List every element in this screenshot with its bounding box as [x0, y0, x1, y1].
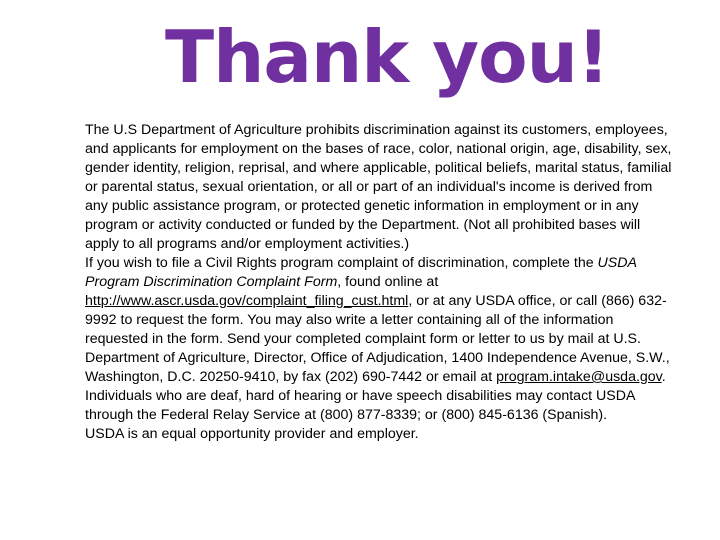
complaint-found-online-text: , found online at	[337, 274, 439, 290]
paragraph-prohibited-bases: The U.S Department of Agriculture prohibits discrimination against its customers, employees, and applicants for employment on the bases of race, color, national origin, age, disability, sex, gender identity, religion, reprisal, and where applicable, political beliefs, marital status, familial or parental status, sexual orientation, or all or part of an individual's income is derived from any public assistance program, or protected genetic information in employment or in any program or activity conducted or funded by the Department. (Not all prohibited bases will apply to all programs and/or employment activities.)	[85, 122, 672, 252]
complaint-end-period: .	[661, 369, 666, 385]
complaint-form-name: USDA Program Discrimination Complaint Form	[85, 255, 637, 290]
complaint-form-link[interactable]: http://www.ascr.usda.gov/complaint_filing_cust.html	[85, 293, 409, 309]
nondiscrimination-statement	[85, 121, 675, 444]
complaint-intro-text: If you wish to file a Civil Rights program complaint of discrimination, complete the	[85, 255, 598, 271]
page-title: Thank you!	[165, 15, 609, 99]
paragraph-equal-opportunity: USDA is an equal opportunity provider and employer.	[85, 426, 419, 442]
email-link[interactable]: program.intake@usda.gov	[496, 369, 662, 385]
paragraph-relay-service: Individuals who are deaf, hard of hearing or have speech disabilities may contact USDA through the Federal Relay Service at (800) 877-8339; or (800) 845-6136 (Spanish).	[85, 388, 635, 423]
paragraph-file-complaint	[85, 254, 675, 387]
complaint-contact-text: , or at any USDA office, or call (866) 632-9992 to request the form. You may also write a letter containing all of the information requested in the form. Send your completed complaint form or letter to us by mail at U.S. Department of Agriculture, Director, Office of Adjudication, 1400 Independence Avenue, S.W., Washington, D.C. 20250-9410, by fax (202) 690-7442 or email at	[85, 293, 670, 385]
